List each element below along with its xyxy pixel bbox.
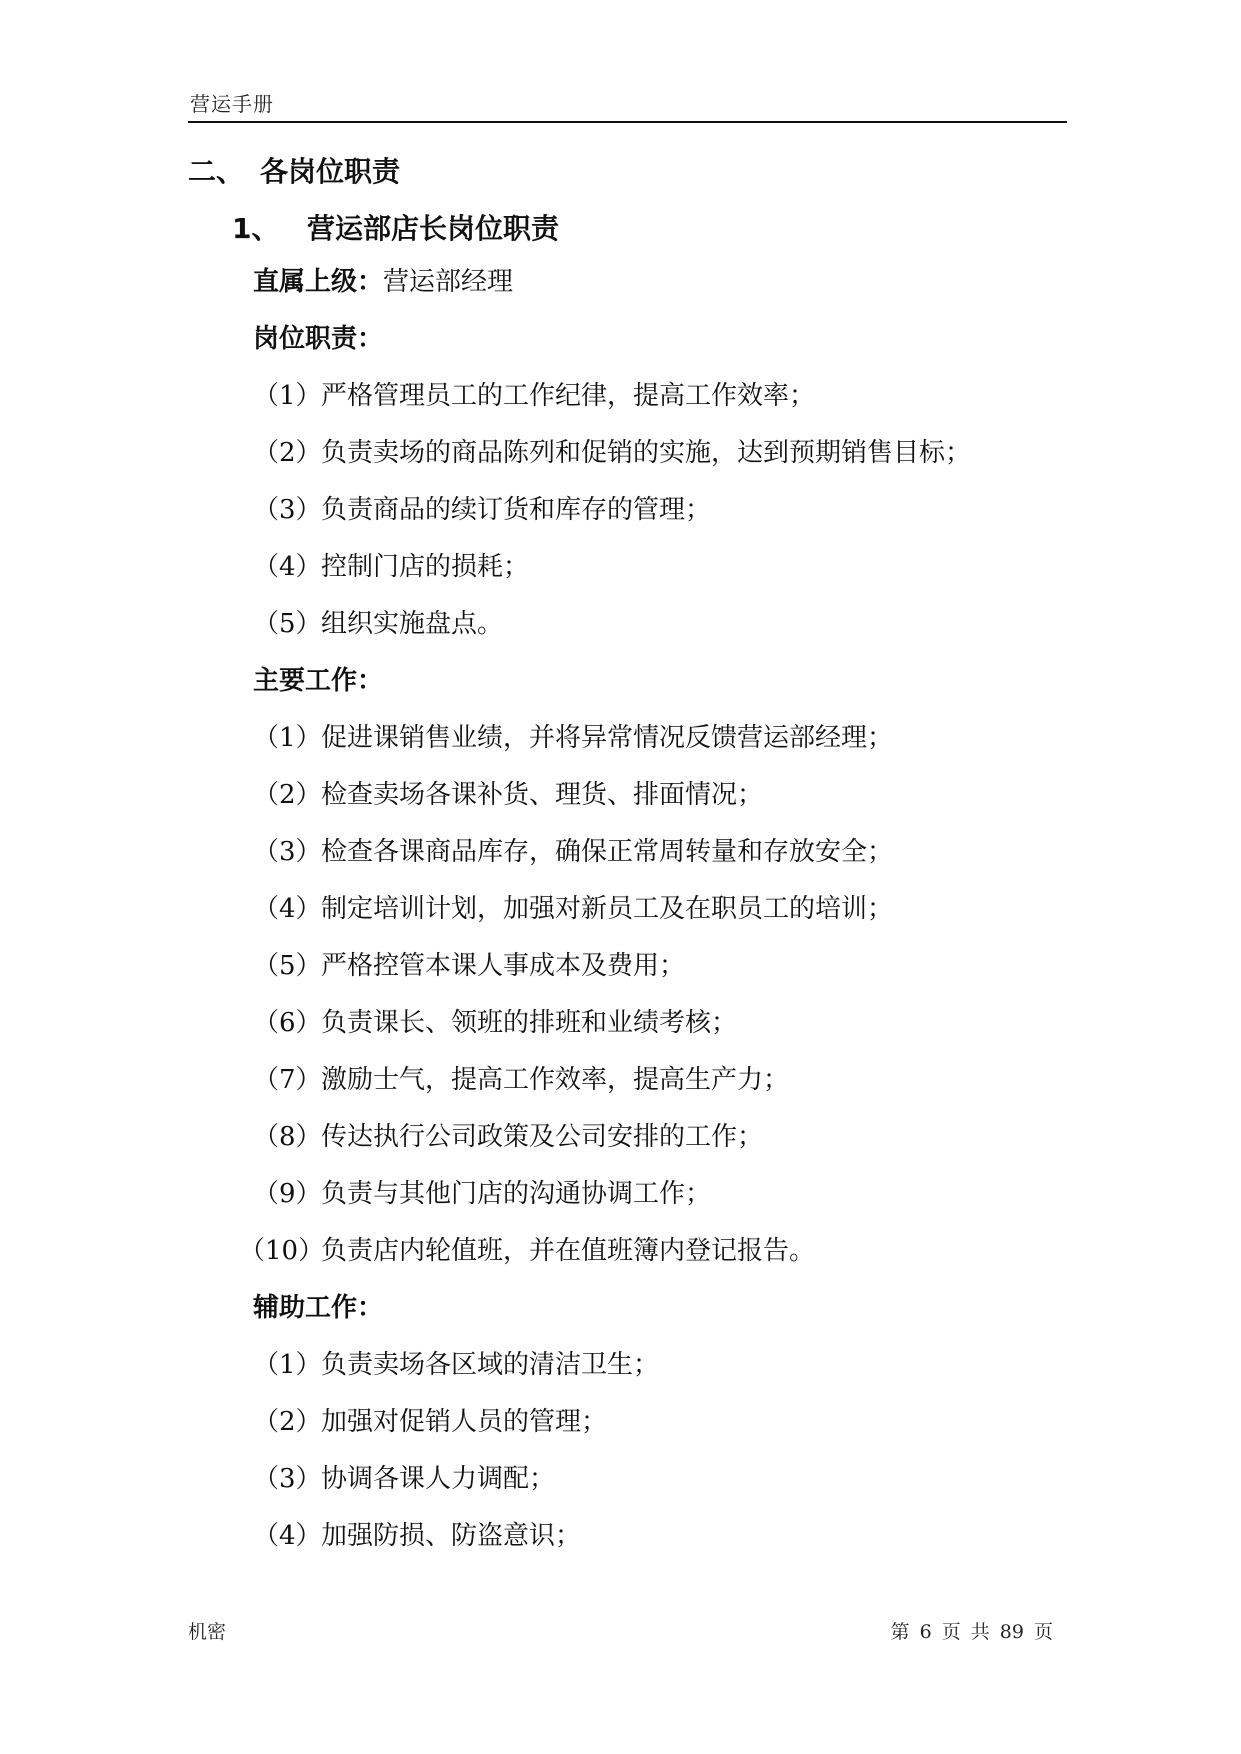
list-item — [239, 1232, 1073, 1289]
list-item — [253, 605, 1073, 662]
list-item-text: 负责卖场的商品陈列和促销的实施，达到预期销售目标； — [321, 438, 972, 468]
list-item-number: （10） — [239, 1236, 325, 1266]
list-item-text: 激励士气，提高工作效率，提高生产力； — [321, 1065, 790, 1095]
supervisor-value: 营运部经理 — [383, 267, 514, 297]
list-item-text: 负责与其他门店的沟通协调工作； — [321, 1179, 712, 1209]
list-item — [253, 491, 1073, 548]
document-body — [239, 263, 1073, 1574]
list-item-number: （8） — [253, 1122, 322, 1152]
subsection-title-text: 营运部店长岗位职责 — [307, 212, 560, 245]
list-item-text: 促进课销售业绩，并将异常情况反馈营运部经理； — [321, 723, 894, 753]
list-item — [253, 776, 1073, 833]
list-item — [253, 719, 1073, 776]
list-item-text: 负责商品的续订货和库存的管理； — [321, 495, 712, 525]
main-work-heading — [253, 662, 1073, 719]
list-item — [253, 1004, 1073, 1061]
footer-confidential-label: 机密 — [188, 1621, 227, 1643]
list-item — [253, 1118, 1073, 1175]
list-item-text: 协调各课人力调配； — [321, 1464, 556, 1494]
list-item — [253, 890, 1073, 947]
list-item-text: 组织实施盘点。 — [321, 609, 504, 639]
aux-work-heading — [253, 1289, 1073, 1346]
list-item — [253, 1460, 1073, 1517]
list-item-text: 严格控管本课人事成本及费用； — [321, 951, 686, 981]
list-item-text: 负责店内轮值班，并在值班簿内登记报告。 — [321, 1236, 816, 1266]
list-item-text: 加强防损、防盗意识； — [321, 1521, 582, 1551]
duties-heading — [253, 320, 1073, 377]
list-item-number: （5） — [253, 609, 322, 639]
list-item-number: （2） — [253, 438, 322, 468]
list-item-number: （6） — [253, 1008, 322, 1038]
section-title-text: 各岗位职责 — [260, 155, 401, 188]
list-item-text: 控制门店的损耗； — [321, 552, 530, 582]
section-number: 二、 — [188, 155, 245, 188]
list-item-number: （1） — [253, 1350, 322, 1380]
list-item-number: （3） — [253, 837, 322, 867]
main-work-label: 主要工作： — [253, 666, 384, 696]
footer-page-number: 第 6 页 共 89 页 — [890, 1621, 1053, 1643]
list-item — [253, 377, 1073, 434]
list-item-text: 负责课长、领班的排班和业绩考核； — [321, 1008, 738, 1038]
section-heading — [188, 150, 400, 190]
subsection-heading — [232, 207, 559, 247]
list-item-number: （4） — [253, 552, 322, 582]
duties-label: 岗位职责： — [253, 324, 384, 354]
list-item-text: 制定培训计划，加强对新员工及在职员工的培训； — [321, 894, 894, 924]
list-item-number: （4） — [253, 1521, 322, 1551]
list-item — [253, 434, 1073, 491]
list-item — [253, 1061, 1073, 1118]
list-item-text: 传达执行公司政策及公司安排的工作； — [321, 1122, 764, 1152]
list-item-number: （9） — [253, 1179, 322, 1209]
list-item-number: （5） — [253, 951, 322, 981]
list-item-text: 检查各课商品库存，确保正常周转量和存放安全； — [321, 837, 894, 867]
list-item-number: （3） — [253, 1464, 322, 1494]
aux-work-label: 辅助工作： — [253, 1293, 384, 1323]
list-item-number: （2） — [253, 1407, 322, 1437]
list-item-text: 加强对促销人员的管理； — [321, 1407, 608, 1437]
list-item-number: （4） — [253, 894, 322, 924]
list-item — [253, 548, 1073, 605]
list-item-text: 负责卖场各区域的清洁卫生； — [321, 1350, 660, 1380]
supervisor-line — [253, 263, 1073, 320]
list-item — [253, 833, 1073, 890]
list-item — [253, 1517, 1073, 1574]
list-item-text: 严格管理员工的工作纪律，提高工作效率； — [321, 381, 816, 411]
supervisor-label: 直属上级： — [253, 267, 384, 297]
list-item-number: （1） — [253, 381, 322, 411]
list-item-number: （2） — [253, 780, 322, 810]
list-item — [253, 1403, 1073, 1460]
page-header-title: 营运手册 — [190, 92, 274, 116]
list-item-number: （3） — [253, 495, 322, 525]
list-item — [253, 1175, 1073, 1232]
header-divider — [188, 121, 1067, 123]
list-item-number: （7） — [253, 1065, 322, 1095]
list-item — [253, 947, 1073, 1004]
list-item-number: （1） — [253, 723, 322, 753]
subsection-number: 1、 — [232, 212, 280, 245]
list-item — [253, 1346, 1073, 1403]
list-item-text: 检查卖场各课补货、理货、排面情况； — [321, 780, 764, 810]
